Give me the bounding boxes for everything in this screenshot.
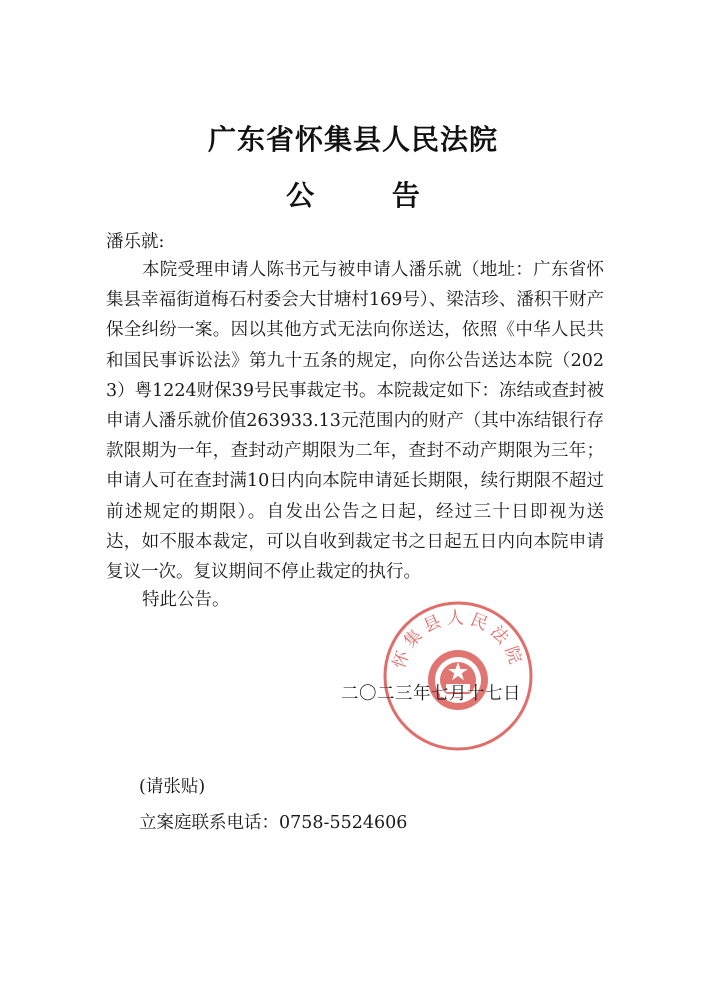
court-title: 广东省怀集县人民法院 [207, 123, 498, 156]
closing-phrase: 特此公告。 [142, 590, 230, 610]
posting-note: (请张贴) [139, 777, 206, 797]
document-type-heading: 公 告 [286, 179, 454, 212]
addressee: 潘乐就: [106, 232, 165, 252]
court-seal [382, 600, 534, 752]
notice-body: 本院受理申请人陈书元与被申请人潘乐就（地址：广东省怀集县幸福街道梅石村委会大甘塘村169号）、梁洁珍、潘积干财产保全纠纷一案。因以其他方式无法向你送达，依照《中华人民共和国民事诉讼法》第九十五条的规定，向你公告送达本院（2023）粤1224财保39号民事裁定书。本院裁定如下：冻结或查封被申请人潘乐就价值263933.13元范围内的财产（其中冻结银行存款限期为一年，查封动产期限为二年，查封不动产期限为三年；申请人可在查封满10日内向本院申请延长期限，续行期限不超过前述规定的期限）。自发出公告之日起，经过三十日即视为送达，如不服本裁定，可以自收到裁定书之日起五日内向本院申请复议一次。复议期间不停止裁定的执行。 [106, 260, 604, 583]
seal-text: 怀集县人民法院 [389, 608, 527, 672]
contact-phone: 立案庭联系电话：0758-5524606 [139, 813, 408, 833]
issue-date: 二〇二三年七月十七日 [341, 684, 521, 704]
